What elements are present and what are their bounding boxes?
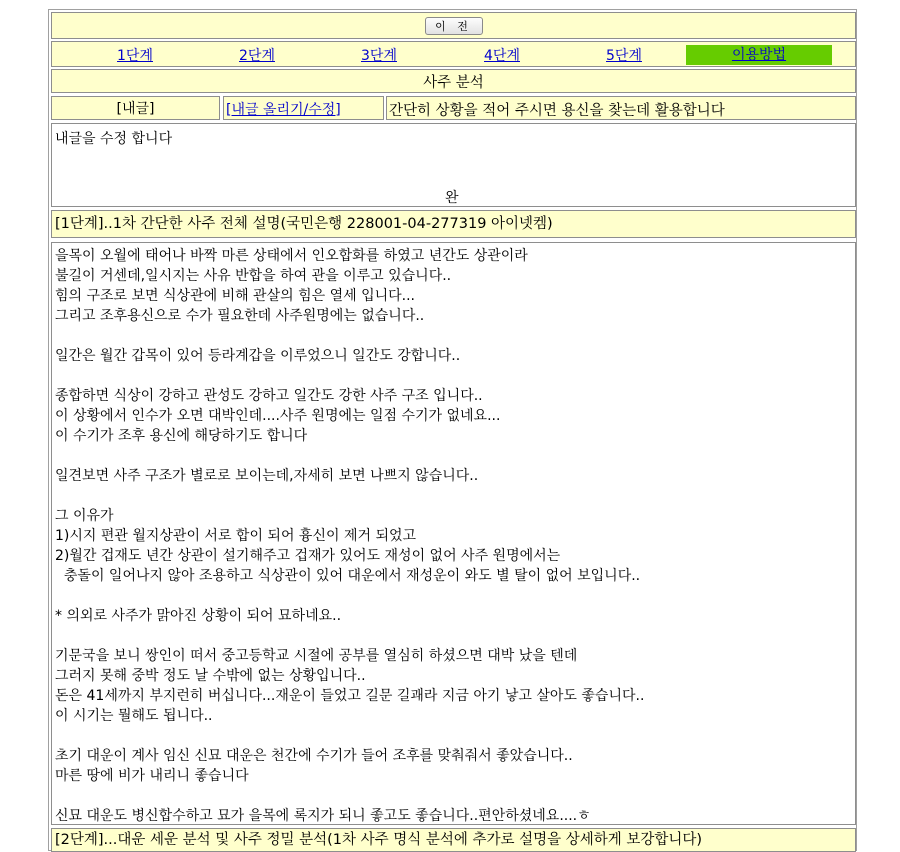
step2-header-text: [2단계]...대운 세운 분석 및 사주 정밀 분석(1차 사주 명식 분석에 추가로 설명을 상세하게 보강합니다) <box>55 832 703 848</box>
analysis-line: 그 이유가 <box>55 508 114 524</box>
step-4-link[interactable]: 4단계 <box>484 48 520 64</box>
analysis-line: 기문국을 보니 쌍인이 떠서 중고등학교 시절에 공부를 열심히 하셨으면 대박 났을 텐데 <box>55 648 578 664</box>
analysis-line: 불길이 거센데,일시지는 사유 반합을 하여 관을 이루고 있습니다.. <box>55 268 452 284</box>
page-frame <box>48 9 857 851</box>
analysis-line <box>55 586 855 606</box>
analysis-line <box>55 786 855 806</box>
analysis-line: 힘의 구조로 보면 식상관에 비해 관살의 힘은 열세 입니다... <box>55 288 416 304</box>
my-post-edit-link[interactable]: [내글 올리기/수정] <box>226 102 341 118</box>
analysis-line: 그리고 조후용신으로 수가 필요한데 사주원명에는 없습니다.. <box>55 308 425 324</box>
analysis-line: 충돌이 일어나지 않아 조용하고 식상관이 있어 대운에서 재성운이 와도 별 탈이 없어 보입니다.. <box>55 568 641 584</box>
step2-header <box>51 828 856 852</box>
analysis-line: 신묘 대운도 병신합수하고 묘가 을목에 록지가 되니 좋고도 좋습니다..편안하셨네요....ㅎ <box>55 808 591 824</box>
usage-guide-link[interactable]: 이용방법 <box>686 45 832 65</box>
analysis-line: 2)월간 겁재도 년간 상관이 설기해주고 겁재가 있어도 재성이 없어 사주 원명에서는 <box>55 548 561 564</box>
my-post-label-cell <box>51 96 220 120</box>
step-5-link[interactable]: 5단계 <box>606 48 642 64</box>
my-post-content <box>51 123 856 207</box>
my-post-hint-cell <box>386 96 856 120</box>
step1-header <box>51 210 856 238</box>
analysis-line <box>55 726 855 746</box>
analysis-line: 일간은 월간 갑목이 있어 등라계갑을 이루었으니 일간도 강합니다.. <box>55 348 461 364</box>
analysis-line <box>55 366 855 386</box>
my-post-label: [내글] <box>116 101 155 117</box>
my-post-done: 완 <box>445 190 459 206</box>
my-post-hint: 간단히 상황을 적어 주시면 용신을 찾는데 활용합니다 <box>389 103 725 119</box>
analysis-line: 이 상황에서 인수가 오면 대박인데....사주 원명에는 일점 수기가 없네요... <box>55 408 501 424</box>
step1-analysis-text <box>51 242 856 825</box>
analysis-line <box>55 626 855 646</box>
prev-row <box>51 12 856 39</box>
analysis-line: 이 수기가 조후 용신에 해당하기도 합니다 <box>55 428 308 444</box>
analysis-line: 초기 대운이 계사 임신 신묘 대운은 천간에 수기가 들어 조후를 맞춰줘서 좋았습니다.. <box>55 748 573 764</box>
step-2-link[interactable]: 2단계 <box>239 48 275 64</box>
analysis-line: 돈은 41세까지 부지런히 버십니다...재운이 들었고 길문 길괘라 지금 아기 낳고 살아도 좋습니다.. <box>55 688 645 704</box>
analysis-line <box>55 486 855 506</box>
analysis-line <box>55 326 855 346</box>
step1-header-text: [1단계]..1차 간단한 사주 전체 설명(국민은행 228001-04-277319 아이넷켐) <box>55 216 553 232</box>
analysis-line: 이 시기는 뭘해도 됩니다.. <box>55 708 213 724</box>
analysis-line: 을목이 오월에 태어나 바짝 마른 상태에서 인오합화를 하였고 년간도 상관이라 <box>55 248 528 264</box>
analysis-line: 그러지 못해 중박 정도 날 수밖에 없는 상황입니다.. <box>55 668 366 684</box>
analysis-line: 종합하면 식상이 강하고 관성도 강하고 일간도 강한 사주 구조 입니다.. <box>55 388 483 404</box>
analysis-line: 마른 땅에 비가 내리니 좋습니다 <box>55 768 249 784</box>
analysis-line <box>55 446 855 466</box>
section-title <box>51 69 856 93</box>
analysis-line: 1)시지 편관 월지상관이 서로 합이 되어 흉신이 제거 되었고 <box>55 528 417 544</box>
step-3-link[interactable]: 3단계 <box>361 48 397 64</box>
prev-button[interactable]: 이 전 <box>425 17 483 35</box>
section-title-text: 사주 분석 <box>423 74 484 91</box>
my-post-text: 내글을 수정 합니다 <box>55 131 173 147</box>
analysis-line: * 의외로 사주가 맑아진 상황이 되어 묘하네요.. <box>55 608 342 624</box>
step-1-link[interactable]: 1단계 <box>117 48 153 64</box>
step-nav <box>51 41 856 67</box>
my-post-edit-cell <box>223 96 384 120</box>
analysis-line: 일견보면 사주 구조가 별로로 보이는데,자세히 보면 나쁘지 않습니다.. <box>55 468 479 484</box>
